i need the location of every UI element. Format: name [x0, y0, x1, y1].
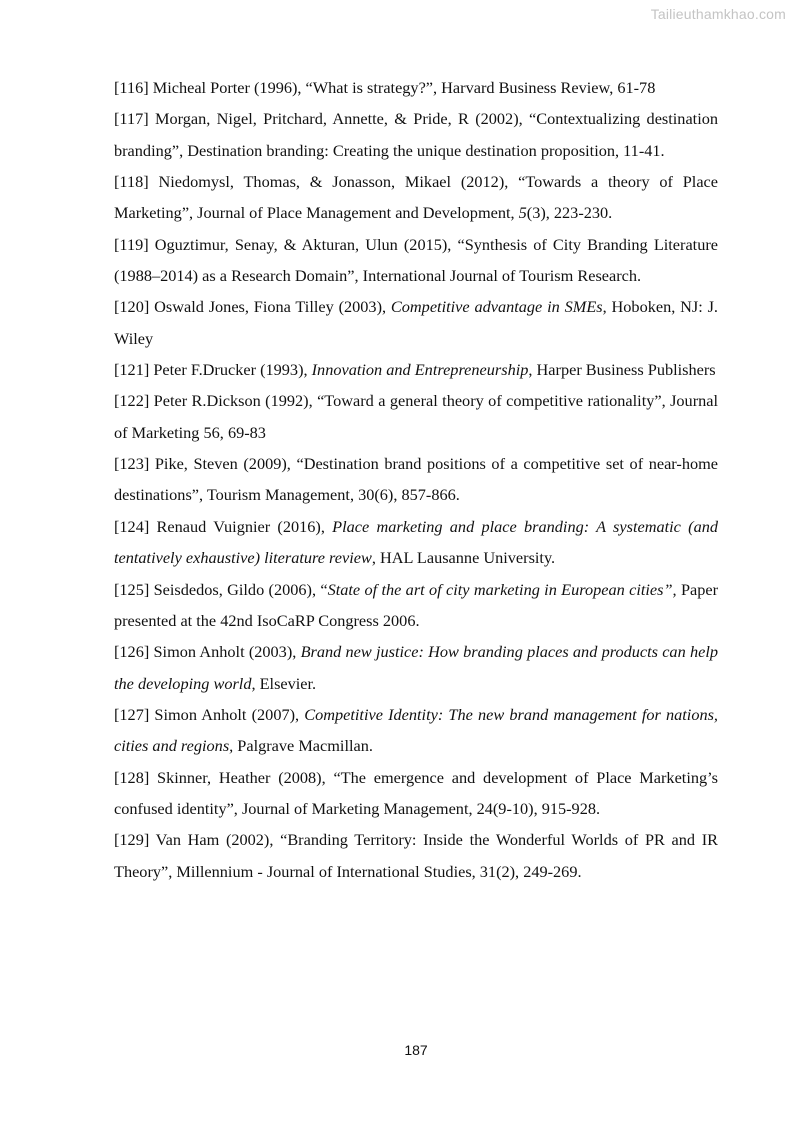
reference-item — [114, 824, 718, 887]
page-number: 187 — [404, 1042, 428, 1058]
reference-text: , Harper Business Publishers — [528, 360, 716, 380]
reference-text: [118] Niedomysl, Thomas, & Jonasson, Mikael (2012), “Towards a theory of Place Marketing”, Journal of Place Management and Development, — [114, 172, 718, 223]
reference-text: [120] Oswald Jones, Fiona Tilley (2003), — [114, 297, 391, 317]
reference-item — [114, 354, 718, 385]
reference-text: [117] Morgan, Nigel, Pritchard, Annette, & Pride, R (2002), “Contextualizing destination branding”, Destination branding: Creating the unique destination proposition, 11-41. — [114, 109, 718, 160]
reference-text: [127] Simon Anholt (2007), — [114, 704, 305, 724]
reference-text: [128] Skinner, Heather (2008), “The emergence and development of Place Marketing’s confused identity”, Journal of Marketing Management, 24(9-10), 915-928. — [114, 767, 718, 818]
reference-italic-text: Place marketing and place branding: A systematic (and tentatively exhaustive) literature review — [114, 516, 718, 568]
reference-item — [114, 385, 718, 448]
reference-list — [114, 72, 718, 887]
reference-text: [124] Renaud Vuignier (2016), — [114, 516, 333, 536]
reference-italic-text: Competitive Identity: The new brand management for nations, cities and regions, — [114, 704, 719, 756]
reference-item — [114, 229, 718, 292]
reference-italic-text: State of the art of city marketing in European cities”, — [327, 579, 677, 599]
reference-italic-text: 5 — [518, 203, 527, 223]
reference-italic-text: Innovation and Entrepreneurship — [311, 360, 529, 380]
reference-item — [114, 291, 718, 354]
reference-text: [119] Oguztimur, Senay, & Akturan, Ulun (2015), “Synthesis of City Branding Literature (1988–2014) as a Research Domain”, International Journal of Tourism Research. — [114, 234, 718, 286]
reference-item — [114, 762, 718, 825]
reference-item — [114, 103, 718, 166]
reference-text: [121] Peter F.Drucker (1993), — [114, 360, 312, 380]
reference-italic-text: Competitive advantage in SMEs — [390, 297, 603, 317]
reference-item — [114, 511, 718, 574]
reference-text: , Hoboken, NJ: J. Wiley — [114, 297, 719, 348]
reference-text: [116] Micheal Porter (1996), “What is strategy?”, Harvard Business Review, 61-78 — [114, 78, 656, 97]
reference-text: [125] Seisdedos, Gildo (2006), “ — [114, 579, 328, 599]
reference-item — [114, 574, 718, 637]
reference-text: [122] Peter R.Dickson (1992), “Toward a general theory of competitive rationality”, Journal of Marketing 56, 69-83 — [114, 391, 718, 442]
reference-text: , HAL Lausanne University. — [371, 548, 556, 568]
reference-text: (3), 223-230. — [526, 203, 613, 223]
reference-text: Paper presented at the 42nd IsoCaRP Congress 2006. — [114, 579, 719, 630]
reference-text: [126] Simon Anholt (2003), — [114, 642, 301, 662]
reference-text: [129] Van Ham (2002), “Branding Territory: Inside the Wonderful Worlds of PR and IR Theory”, Millennium - Journal of International Studies, 31(2), 249-269. — [114, 830, 718, 881]
reference-text: Elsevier. — [255, 673, 317, 693]
reference-text: [123] Pike, Steven (2009), “Destination brand positions of a competitive set of near-home destinations”, Tourism Management, 30(6), 857-866. — [114, 454, 718, 505]
reference-item — [114, 72, 718, 103]
reference-item — [114, 166, 718, 229]
reference-item — [114, 636, 718, 699]
watermark: Tailieuthamkhao.com — [650, 6, 786, 22]
reference-text: Palgrave Macmillan. — [233, 736, 373, 756]
reference-item — [114, 699, 718, 762]
reference-item — [114, 448, 718, 511]
reference-italic-text: Brand new justice: How branding places and products can help the developing world, — [114, 642, 718, 693]
